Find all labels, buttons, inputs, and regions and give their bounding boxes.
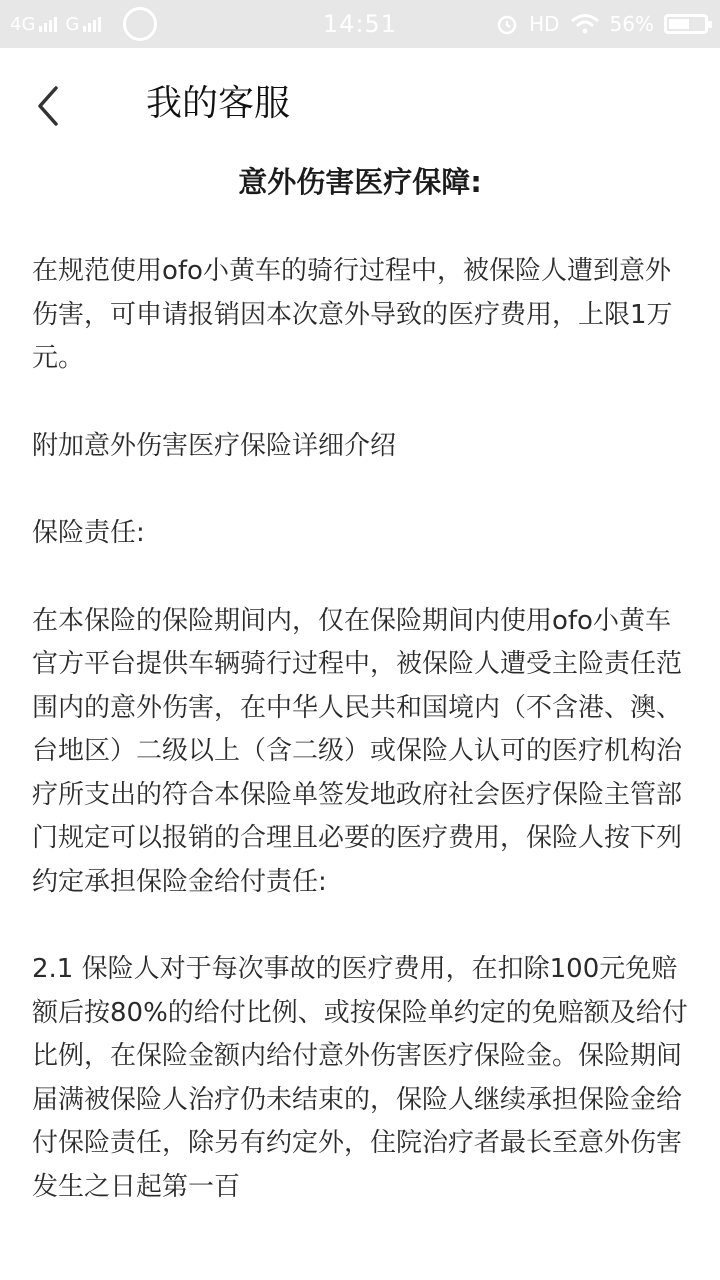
- responsibility-label: 保险责任:: [32, 518, 145, 548]
- status-time: 14:51: [322, 10, 398, 38]
- alarm-icon: [495, 12, 519, 36]
- network-label-g: G: [65, 13, 80, 35]
- wifi-icon: [570, 13, 600, 35]
- insurance-detail-heading: 附加意外伤害医疗保险详细介绍: [32, 430, 397, 461]
- article-title: 意外伤害医疗保障:: [238, 165, 482, 199]
- battery-percent: 56%: [609, 12, 654, 36]
- status-bar: [0, 0, 720, 48]
- responsibility-paragraph: 在本保险的保险期间内，仅在保险期间内使用ofo小黄车官方平台提供车辆骑行过程中，被保险人遭受主险责任范围内的意外伤害，在中华人民共和国境内（不含港、澳、台地区）二级以上（含二级）或保险人认可的医疗机构治疗所支出的符合本保险单签发地政府社会医疗保险主管部门规定可以报销的合理且必要的医疗费用，保险人按下列约定承担保险金给付责任:: [32, 605, 683, 897]
- app-header: [0, 48, 720, 160]
- clause-2-1-paragraph: 2.1 保险人对于每次事故的医疗费用，在扣除100元免赔额后按80%的给付比例、或按保险单约定的免赔额及给付比例，在保险金额内给付意外伤害医疗保险金。保险期间届满被保险人治疗仍未结束的，保险人继续承担保险金给付保险责任，除另有约定外，住院治疗者最长至意外伤害发生之日起第一百: [32, 954, 688, 1202]
- page-title: 我的客服: [146, 83, 291, 124]
- article-content: [0, 150, 720, 1209]
- status-right: [495, 0, 708, 48]
- back-button[interactable]: [26, 74, 76, 134]
- intro-paragraph: 在规范使用ofo小黄车的骑行过程中，被保险人遭到意外伤害，可申请报销因本次意外导致的医疗费用，上限1万元。: [32, 256, 673, 373]
- network-label-4g: 4G: [10, 13, 36, 35]
- chevron-left-icon: [26, 74, 76, 134]
- battery-icon: [664, 14, 708, 34]
- hd-label: HD: [529, 12, 560, 36]
